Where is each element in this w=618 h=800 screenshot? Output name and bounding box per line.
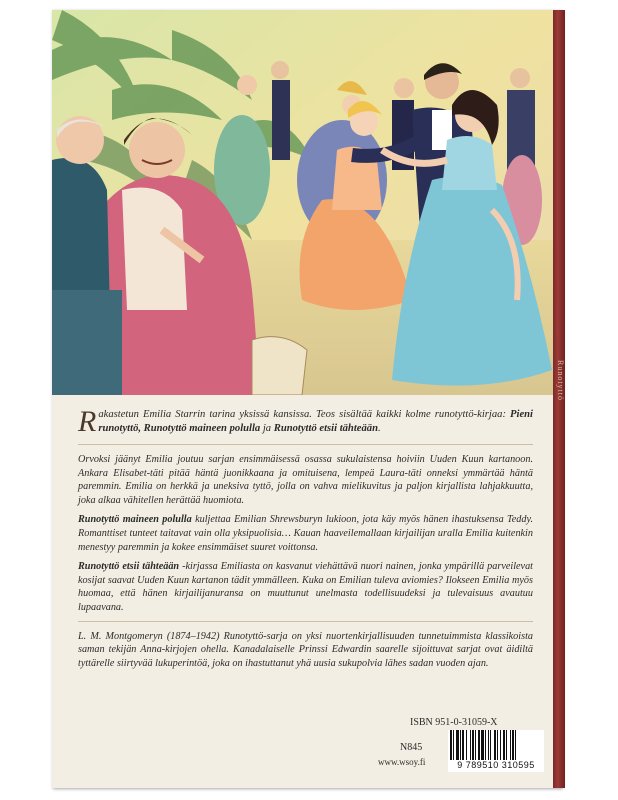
blurb-intro bbox=[78, 405, 533, 438]
intro-and: ja bbox=[260, 423, 274, 434]
intro-text: akastetun Emilia Starrin tarina yksissä kansissa. Teos sisältää kaikki kolme runotyttö-kirjaa: bbox=[98, 409, 511, 420]
back-cover-blurb bbox=[78, 405, 533, 676]
book-2-text: kuljettaa Emilian Shrewsburyn lukioon, jota käy myös hänen ihastuksensa Teddy. Romanttiset tunteet taitavat vain olla yksipuolisia… Kauan haaveilemallaan kirjailijan uralla Emilia kuitenkin menestyy paremmin ja kokee ensimmäiset suuret voittonsa. bbox=[78, 514, 533, 553]
book-3-text: -kirjassa Emiliasta on kasvanut viehättävä nuori nainen, jonka ympärillä parveilevat kosijat saavat Uuden Kuun kartanon tädit ymmälleen. Kuka on Emilian tuleva aviomies? Ilokseen Emilia myös huomaa, että hänen kirjailijanuransa on muuttunut unelmasta todellisuudeksi ja tulevaisuus avautuu lupaavana. bbox=[78, 561, 533, 613]
barcode-bars bbox=[448, 730, 544, 760]
ballroom-painting bbox=[52, 10, 553, 395]
isbn: ISBN 951-0-31059-X bbox=[410, 717, 498, 728]
publisher-url: www.wsoy.fi bbox=[378, 757, 426, 767]
intro-titles: Pieni runotyttö, Runotyttö maineen polulla bbox=[98, 409, 533, 434]
barcode-number: 9 789510 310595 bbox=[457, 760, 535, 770]
intro-title-3: Runotyttö etsii tähteään bbox=[273, 423, 378, 434]
cover-illustration bbox=[52, 10, 553, 395]
divider bbox=[78, 444, 533, 445]
intro-end: . bbox=[377, 423, 381, 434]
book-3-title: Runotyttö etsii tähteään bbox=[78, 561, 180, 573]
spine-title: Runotyttö bbox=[556, 360, 565, 402]
divider bbox=[78, 621, 533, 622]
product-code: N845 bbox=[400, 742, 423, 753]
blurb-paragraph-1: Orvoksi jäänyt Emilia joutuu sarjan ensimmäisessä osassa sukulaistensa hoiviin Uuden Kuun kartanoon. Ankara Elisabet-täti pitää häntä juonikkaana ja omituisena, lempeä Laura-täti onneksi ymmärtää häntä paremmin. Emilia on herkkä ja uneksiva tyttö, jolla on vahva mielikuvitus ja paljon kirjallista lahjakkuutta, joka alkaa vähitellen herättää huomiota. bbox=[78, 454, 533, 506]
author-paragraph: L. M. Montgomeryn (1874–1942) Runotyttö-sarja on yksi nuortenkirjallisuuden tunnetuimmista klassikoista saman tekijän Anna-kirjojen ohella. Kanadalaiselle Prinssi Edwardin saarelle sijoittuvat sarjat ovat äidiltä tyttärelle siirtyvää lukuperintöä, joka on ihastuttanut yhä uusia sukupolvia lähes sadan vuoden ajan. bbox=[78, 630, 533, 669]
drop-cap: R bbox=[78, 405, 97, 438]
book-2-title: Runotyttö maineen polulla bbox=[78, 514, 192, 526]
blurb-paragraph-2 bbox=[78, 513, 533, 554]
blurb-paragraph-3 bbox=[78, 560, 533, 614]
